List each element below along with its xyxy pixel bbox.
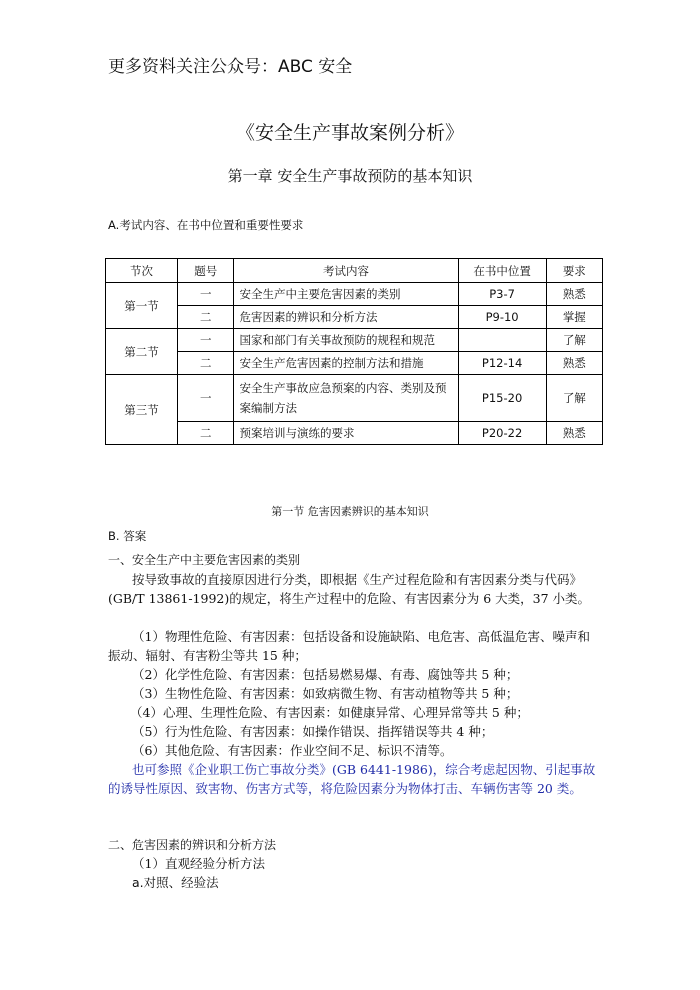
content-cell: 预案培训与演练的要求	[234, 422, 458, 445]
number-cell: 二	[178, 306, 234, 329]
part1-item6: （6）其他危险、有害因素：作业空间不足、标识不清等。	[132, 743, 453, 758]
part2-sub1a: a.对照、经验法	[132, 875, 219, 890]
part1-item3: （3）生物性危险、有害因素：如致病微生物、有害动植物等共 5 种；	[132, 686, 519, 701]
requirement-cell: 了解	[546, 375, 602, 422]
table-row	[106, 375, 603, 422]
content-cell: 国家和部门有关事故预防的规程和规范	[234, 329, 458, 352]
table-row	[106, 306, 603, 329]
content-cell: 安全生产危害因素的控制方法和措施	[234, 352, 458, 375]
header-content: 考试内容	[234, 259, 458, 283]
table-header-row	[106, 259, 603, 283]
requirement-cell: 掌握	[546, 306, 602, 329]
table-row	[106, 352, 603, 375]
number-cell: 二	[178, 422, 234, 445]
position-cell: P12-14	[458, 352, 546, 375]
part1-note: 也可参照《企业职工伤亡事故分类》(GB 6441-1986)，综合考虑起因物、引起事故的诱导性原因、致害物、伤害方式等，将危险因素分为物体打击、车辆伤害等 20 类。	[108, 762, 596, 796]
part2-heading: 二、危害因素的辨识和分析方法	[108, 838, 277, 852]
content-line: 案编制方法	[239, 401, 297, 415]
position-cell	[458, 329, 546, 352]
part1-heading: 一、安全生产中主要危害因素的类别	[108, 553, 301, 567]
part1-intro: 按导致事故的直接原因进行分类，即根据《生产过程危险和有害因素分类与代码》(GB/T 13861-1992)的规定，将生产过程中的危险、有害因素分为 6 大类，37 小类。	[108, 572, 591, 606]
table-row	[106, 283, 603, 306]
chapter-title: 第一章 安全生产事故预防的基本知识	[227, 167, 473, 185]
part1-item5: （5）行为性危险、有害因素：如操作错误、指挥错误等共 4 种；	[132, 724, 494, 739]
header-note: 更多资料关注公众号：ABC 安全	[108, 57, 353, 77]
header-section: 节次	[106, 259, 178, 283]
position-cell: P15-20	[458, 375, 546, 422]
number-cell: 二	[178, 352, 234, 375]
section-cell: 第三节	[106, 375, 178, 445]
requirement-cell: 了解	[546, 329, 602, 352]
content-cell: 安全生产中主要危害因素的类别	[234, 283, 458, 306]
content-cell	[234, 375, 458, 422]
number-cell: 一	[178, 375, 234, 422]
requirement-cell: 熟悉	[546, 352, 602, 375]
document-title: 《安全生产事故案例分析》	[235, 122, 464, 144]
header-number: 题号	[178, 259, 234, 283]
content-line: 安全生产事故应急预案的内容、类别及预	[239, 381, 447, 395]
content-cell: 危害因素的辨识和分析方法	[234, 306, 458, 329]
section1-title: 第一节 危害因素辨识的基本知识	[271, 505, 429, 518]
part1-item2: （2）化学性危险、有害因素：包括易燃易爆、有毒、腐蚀等共 5 种；	[132, 667, 519, 682]
part1-item4: （4）心理、生理性危险、有害因素：如健康异常、心理异常等共 5 种；	[130, 705, 529, 720]
position-cell: P20-22	[458, 422, 546, 445]
requirement-cell: 熟悉	[546, 422, 602, 445]
position-cell: P9-10	[458, 306, 546, 329]
requirement-cell: 熟悉	[546, 283, 602, 306]
requirements-table	[105, 258, 603, 445]
part2-sub1: （1）直观经验分析方法	[132, 856, 265, 871]
part1-item1: （1）物理性危险、有害因素：包括设备和设施缺陷、电危害、高低温危害、噪声和振动、辐射、有害粉尘等共 15 种；	[108, 629, 590, 663]
table-row	[106, 329, 603, 352]
header-position: 在书中位置	[458, 259, 546, 283]
header-requirement: 要求	[546, 259, 602, 283]
answer-label: B. 答案	[108, 529, 147, 543]
section-a-heading: A.考试内容、在书中位置和重要性要求	[108, 218, 304, 232]
position-cell: P3-7	[458, 283, 546, 306]
number-cell: 一	[178, 329, 234, 352]
section-cell: 第二节	[106, 329, 178, 375]
table-row	[106, 422, 603, 445]
number-cell: 一	[178, 283, 234, 306]
section-cell: 第一节	[106, 283, 178, 329]
